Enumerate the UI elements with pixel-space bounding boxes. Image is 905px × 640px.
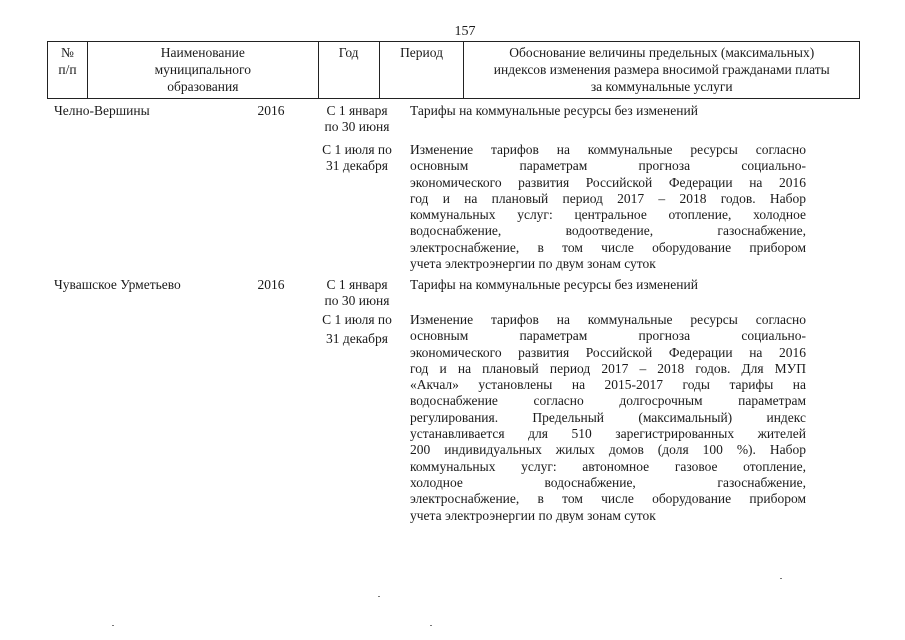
period-line: по 30 июня xyxy=(324,119,390,135)
table-header xyxy=(47,41,860,99)
text-line: экономического развития Российской Федерации на 2016 xyxy=(410,174,806,190)
period-line: 31 декабря xyxy=(326,331,388,347)
period-first-half xyxy=(316,103,398,136)
scan-speck xyxy=(430,625,432,626)
scan-speck xyxy=(112,625,114,626)
year-cell: 2016 xyxy=(257,103,285,118)
municipality-name: Челно-Вершины xyxy=(54,103,150,118)
period-line: С 1 июля по xyxy=(322,142,392,157)
header-col-year: Год xyxy=(319,42,380,98)
page-number: 157 xyxy=(454,24,476,39)
period-line: 31 декабря xyxy=(326,158,388,174)
municipality-name: Чувашское Урметьево xyxy=(54,277,181,292)
text-line: водоснабжение, водоотведение, газоснабжение, xyxy=(410,223,806,239)
justification-text xyxy=(410,312,806,524)
text-line: регулирования. Предельный (максимальный) индекс xyxy=(410,409,806,425)
scan-speck xyxy=(378,596,380,597)
period-line: по 30 июня xyxy=(324,293,390,309)
text-line: экономического развития Российской Федерации на 2016 xyxy=(410,344,806,360)
year-cell: 2016 xyxy=(257,277,285,292)
justification-text xyxy=(410,142,806,272)
text-line: основным параметрам прогноза социально- xyxy=(410,328,806,344)
justification-no-change: Тарифы на коммунальные ресурсы без изменений xyxy=(410,277,698,292)
text-line: коммунальных услуг: автономное газовое отопление, xyxy=(410,458,806,474)
scan-speck xyxy=(780,578,782,579)
header-col-justification: Обоснование величины предельных (максимальных) индексов изменения размера вносимой гражданами платы за коммунальные услуги xyxy=(464,42,860,98)
text-line: Изменение тарифов на коммунальные ресурсы согласно xyxy=(410,142,806,157)
text-line: год и на плановый период 2017 – 2018 годов. Набор xyxy=(410,190,806,206)
period-second-half xyxy=(316,142,398,175)
header-col-number: № п/п xyxy=(48,42,88,98)
text-line: электроснабжение, в том числе оборудование прибором xyxy=(410,239,806,255)
period-line: С 1 января xyxy=(326,277,388,292)
text-line: устанавливается для 510 зарегистрированных жителей xyxy=(410,426,806,442)
justification-no-change: Тарифы на коммунальные ресурсы без изменений xyxy=(410,103,698,118)
text-line: год и на плановый период 2017 – 2018 годов. Для МУП xyxy=(410,360,806,376)
text-line: Изменение тарифов на коммунальные ресурсы согласно xyxy=(410,312,806,327)
text-line: холодное водоснабжение, газоснабжение, xyxy=(410,474,806,490)
text-line: электроснабжение, в том числе оборудование прибором xyxy=(410,491,806,507)
text-line: учета электроэнергии по двум зонам суток xyxy=(410,507,656,523)
text-line: водоснабжение согласно долгосрочным параметрам xyxy=(410,393,806,409)
text-line: основным параметрам прогноза социально- xyxy=(410,158,806,174)
header-col-period: Период xyxy=(380,42,465,98)
period-first-half xyxy=(316,277,398,310)
text-line: 200 индивидуальных жилых домов (доля 100 %). Набор xyxy=(410,442,806,458)
text-line: учета электроэнергии по двум зонам суток xyxy=(410,256,656,272)
tariff-table xyxy=(47,41,860,99)
text-line: «Акчал» установлены на 2015-2017 годы тарифы на xyxy=(410,377,806,393)
period-line: С 1 января xyxy=(326,103,388,118)
header-col-municipality: Наименование муниципального образования xyxy=(88,42,319,98)
period-line: С 1 июля по xyxy=(322,312,392,327)
period-second-half xyxy=(316,312,398,348)
text-line: коммунальных услуг: центральное отопление, холодное xyxy=(410,207,806,223)
